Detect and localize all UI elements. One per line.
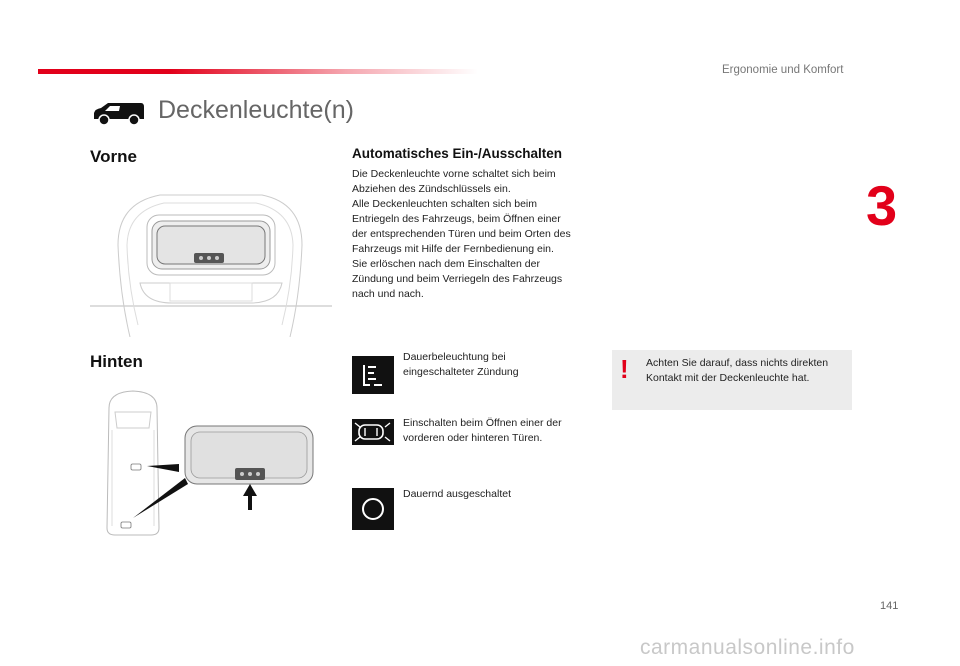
- auto-line: Abziehen des Zündschlüssels ein.: [352, 183, 511, 195]
- mode-line: Dauernd ausgeschaltet: [403, 488, 511, 500]
- mode-line: eingeschalteter Zündung: [403, 366, 519, 378]
- mode-line: Einschalten beim Öffnen einer der: [403, 417, 562, 429]
- mode-line: Dauerbeleuchtung bei: [403, 351, 506, 363]
- mode-permanent-text: [403, 350, 593, 380]
- auto-line: Entriegeln des Fahrzeugs, beim Öffnen einer: [352, 213, 561, 225]
- permanent-light-icon: [352, 356, 394, 394]
- auto-heading: Automatisches Ein-/Ausschalten: [352, 146, 563, 161]
- auto-line: Sie erlöschen nach dem Einschalten der: [352, 258, 540, 270]
- auto-line: Alle Deckenleuchten schalten sich beim: [352, 198, 538, 210]
- door-light-icon: [352, 419, 394, 445]
- mode-door-text: [403, 416, 603, 446]
- watermark: carmanualsonline.info: [640, 636, 855, 659]
- rear-ceiling-light-illustration: [95, 388, 325, 538]
- warning-line: Kontakt mit der Deckenleuchte hat.: [646, 372, 810, 384]
- front-ceiling-light-illustration: [90, 185, 332, 337]
- off-icon: [352, 488, 394, 530]
- page-title: Deckenleuchte(n): [158, 96, 354, 124]
- header-accent-bar: [38, 69, 478, 74]
- auto-line: Fahrzeugs mit Hilfe der Fernbedienung ein.: [352, 243, 554, 255]
- warning-icon: !: [620, 354, 629, 384]
- mode-off-text: [403, 487, 603, 502]
- auto-line: Die Deckenleuchte vorne schaltet sich beim: [352, 168, 556, 180]
- mode-line: vorderen oder hinteren Türen.: [403, 432, 543, 444]
- auto-line: nach und nach.: [352, 288, 424, 300]
- warning-text: [646, 356, 850, 386]
- auto-description: [352, 167, 602, 302]
- rear-heading: Hinten: [90, 352, 143, 371]
- auto-line: Zündung und beim Verriegeln des Fahrzeugs: [352, 273, 563, 285]
- auto-line: der entsprechenden Türen und beim Orten des: [352, 228, 571, 240]
- front-heading: Vorne: [90, 147, 137, 166]
- section-header: Ergonomie und Komfort: [722, 64, 844, 76]
- warning-line: Achten Sie darauf, dass nichts direkten: [646, 357, 829, 369]
- page-number: 141: [880, 600, 899, 612]
- chapter-number: 3: [866, 174, 898, 237]
- van-icon: [92, 100, 146, 126]
